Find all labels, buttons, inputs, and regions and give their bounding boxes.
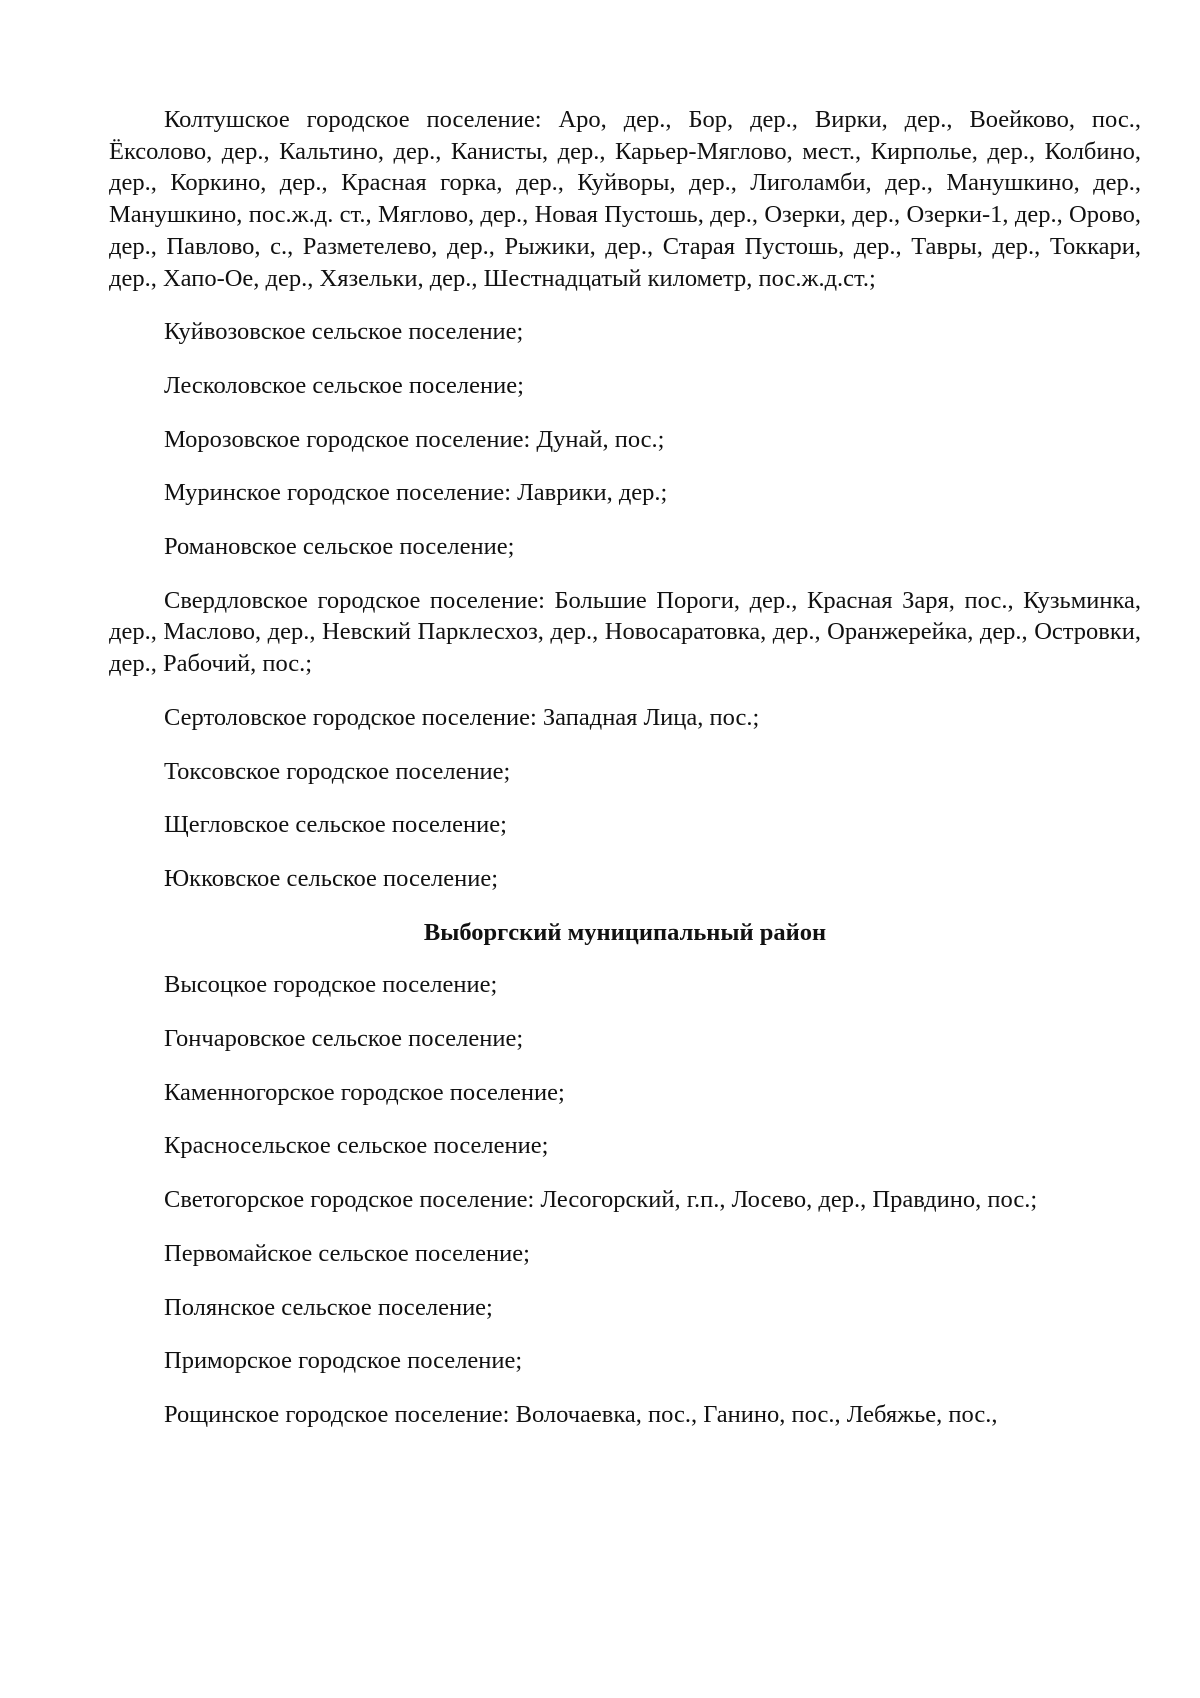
paragraph-kuyvozovskoe: Куйвозовское сельское поселение; [164,318,524,346]
paragraph-murinskoe: Муринское городское поселение: Лаврики, дер.; [164,479,668,507]
paragraph-koltushskoe: Колтушское городское поселение: Аро, дер., Бор, дер., Вирки, дер., Воейково, пос., Ёксолово, дер., Кальтино, дер., Канисты, дер., Карьер-Мяглово, мест., Кирполье, дер., Колбино, дер., Коркино, дер., Красная горка, дер., Куйворы, дер., Лиголамби, дер., Манушкино, дер., Манушкино, пос.ж.д. ст., Мяглово, дер., Новая Пустошь, дер., Озерки, дер., Озерки-1, дер., Орово, дер., Павлово, с., Разметелево, дер., Рыжики, дер., Старая Пустошь, дер., Тавры, дер., Токкари, дер., Хапо-Ое, дер., Хязельки, дер., Шестнадцатый километр, пос.ж.д.ст.; [109,106,1141,292]
paragraph-toksovskoe: Токсовское городское поселение; [164,757,511,785]
paragraph-sverdlovskoe: Свердловское городское поселение: Большие Пороги, дер., Красная Заря, пос., Кузьминка, дер., Маслово, дер., Невский Парклесхоз, дер., Новосаратовка, дер., Оранжерейка, дер., Островки, дер., Рабочий, пос.; [109,586,1141,678]
paragraph-leskolovskoe: Лесколовское сельское поселение; [164,371,524,399]
paragraph-goncharovskoe: Гончаровское сельское поселение; [164,1025,524,1053]
paragraph-yukkovskoe: Юкковское сельское поселение; [164,864,499,892]
paragraph-polyanskoe: Полянское сельское поселение; [164,1293,493,1321]
paragraph-kamennogorskoe: Каменногорское городское поселение; [164,1078,565,1106]
paragraph-krasnoselskoe: Красносельское сельское поселение; [164,1132,549,1160]
paragraph-roshchinskoe: Рощинское городское поселение: Волочаевка, пос., Ганино, пос., Лебяжье, пос., [164,1400,998,1428]
paragraph-shcheglovskoe: Щегловское сельское поселение; [164,811,507,839]
document-page [109,104,1141,1453]
paragraph-sertolovskoe: Сертоловское городское поселение: Западная Лица, пос.; [164,703,760,731]
section-heading: Выборгский муниципальный район [423,918,827,946]
paragraph-vysotskoe: Высоцкое городское поселение; [164,971,498,999]
paragraph-morozovskoe: Морозовское городское поселение: Дунай, пос.; [164,425,665,453]
paragraph-svetogorskoe: Светогорское городское поселение: Лесогорский, г.п., Лосево, дер., Правдино, пос.; [164,1186,1038,1214]
paragraph-primorskoe: Приморское городское поселение; [164,1347,523,1375]
paragraph-romanovskoe: Романовское сельское поселение; [164,533,515,561]
paragraph-pervomayskoe: Первомайское сельское поселение; [164,1239,530,1267]
